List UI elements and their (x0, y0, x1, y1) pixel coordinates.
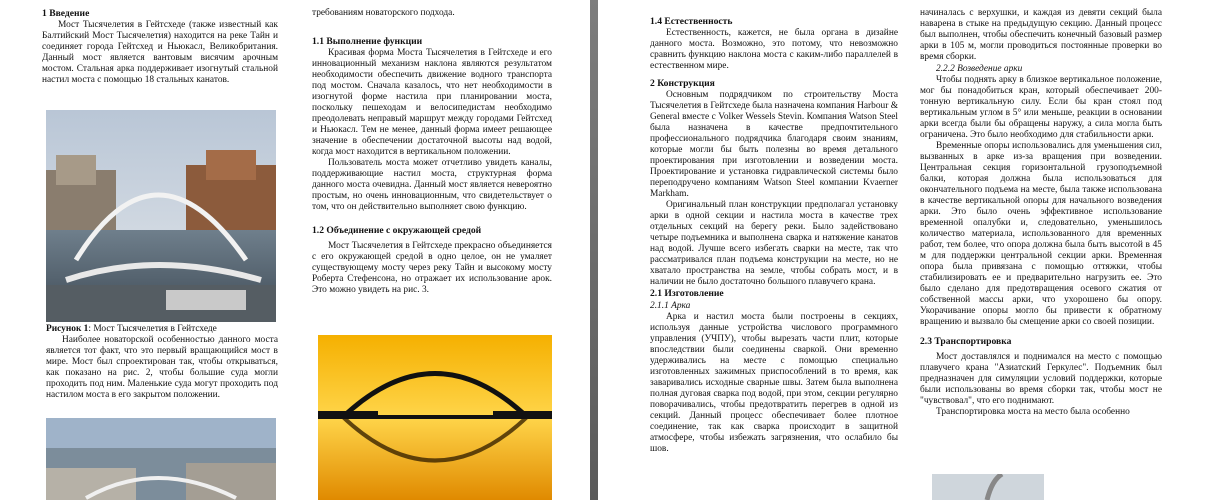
paragraph-erection-2: Временные опоры использовались для уменьшения сил, вызванных в арке из-за вращения при возведении. Центральная секция горизонтальной грузоподъемной балки, которая должна была использоваться для окончательного подъема на месте, была также использована в качестве вертикальной опоры для начального возведения арки. Это было очень эффективное использование временной опалубки и, следовательно, уменьшилось количество материала, использованного для временных работ, тем более, что опора должна была быть высотой в 45 м для поддержки центральной секции арки. Временная опора была привязана с помощью оттяжки, чтобы стабилизировать ее и предварительно нагрузить ее. Это было сделано для предотвращения осевого сжатия от собственной массы арки, что ухорошено бы опору. Укорачивание опоры могло бы привести к обратному вращению и вызвало бы смещение арки со своей позиции. (920, 141, 1162, 327)
page-gutter (590, 0, 598, 500)
paragraph-transport-2: Транспортировка моста на место была особенно (936, 407, 1130, 417)
paragraph-naturalness: Естественность, кажется, не была органа в дизайне данного моста. Возможно, это потому, что невозможно сравнить функцию наклона моста с каким-либо параллелей в естественном мире. (650, 28, 898, 71)
paragraph-intro: Мост Тысячелетия в Гейтсхеде (также известный как Балтийский Мост Тысячелетия) находится на реке Тайн и соединяет города Гейтсхед и Ньюкасл, Великобритания. Данный мост является вантовым висячим арочным мостом. Стальная арка поддерживает изогнутый стальной настил моста с помощью 18 стальных канатов. (42, 20, 278, 85)
paragraph-environment: Мост Тысячелетия в Гейтсхеде прекрасно объединяется с его окружающей средой в одно целое, он не умаляет существующему мосту через реку Тайн и высокому мосту Роберта Стефенсона, но отражает их использование арок. Это можно увидеть на рис. 3. (312, 241, 552, 295)
paragraph-transport-1: Мост доставлялся и поднимался на место с помощью плавучего крана "Азиатский Геркулес". Подъемник был предназначен для симуляции условий поддержки, которые были использованы во время сборки так, чтобы мост не "чувствовал", что его поднимают. (920, 352, 1162, 406)
heading-manufacturing: 2.1 Изготовление (650, 288, 724, 299)
paragraph-construction-1: Основным подрядчиком по строительству Моста Тысячелетия в Гейтсхеде была назначена компания Harbour & General вместе с Volker Wessels Stevin. Компания Watson Steel была назначена в качестве предпочтительного профессионального подрядчика благодаря своим знаниям, которые могли бы быть полезны во время детального проектирования при изготовлении и возведении моста. Проектирование и установка гидравлической системы было переподручено компаниям Watson Steel компании Kvaerner Markham. (650, 90, 898, 199)
paragraph-erection-1: Чтобы поднять арку в близкое вертикальное положение, мог бы понадобиться кран, который обеспечивает 200-тонную вертикальную силу. Если бы кран стоял под вертикальным углом в 5° или меньше, реакции в основании арки всегда были бы обращены наружу, а сила могла быть ограничена. Это было необходимо для стабильности арки. (920, 75, 1162, 140)
figure-1-caption-text: : Мост Тысячелетия в Гейтсхеде (88, 324, 217, 334)
figure-3-photo (318, 335, 552, 500)
figure-4-photo (932, 474, 1044, 500)
figure-1-caption (46, 324, 278, 335)
figure-2-photo (46, 418, 276, 500)
heading-construction: 2 Конструкция (650, 78, 715, 89)
sunset-bridge-image (318, 335, 552, 500)
paragraph-construction-2: Оригинальный план конструкции предполагал установку арки в одной секции и настила моста в качестве трех отдельных секций на берегу реки. Было задействовано четыре подъемника и выполнена сварка и натяжение канатов над водой. Лучше всего избегать сварки на месте, так что рассматривался план подъема конструкции на месте, но не хватало пространства на земле, чтобы собрать мост, и в наличии не было достаточно большого плавучего крана. (650, 200, 898, 287)
figure-1-photo (46, 110, 276, 322)
crane-photo-image (932, 474, 1044, 500)
paragraph-arch: Арка и настил моста были построены в секциях, используя данные устройства числового программного управления (УЧПУ), чтобы вырезать части плит, которые впоследствии были соединены сваркой. Они временно удерживались на месте с помощью специально изготовленных зажимных приспособлений в то время, как заваривались исходные сварные швы. Затем была выполнена полная дуговая сварка под водой, при этом, секции регулярно поворачивались, чтобы предотвратить перегрев в одной из секций. Данный процесс обеспечивает более плотное соединение, так как сварка происходит в защитной атмосфере, чтобы избежать загрязнения, что ослабило бы шов. (650, 312, 898, 454)
heading-naturalness: 1.4 Естественность (650, 16, 733, 27)
left-column-2 (312, 8, 552, 296)
heading-environment: 1.2 Объединение с окружающей средой (312, 225, 482, 236)
heading-introduction: 1 Введение (42, 8, 90, 19)
heading-transport: 2.3 Транспортировка (920, 336, 1012, 347)
paragraph-rotation: Наиболее новаторской особенностью данного моста является тот факт, что это первый вращающийся мост в мире. Мост был спроектирован так, чтобы открываться, как показано на рис. 2, чтобы большие суда могли проходить под ним. Маленькие суда могут проходить под настилом моста в его закрытом положении. (46, 335, 278, 400)
left-column-1 (42, 8, 278, 86)
left-column-1-lower (46, 324, 278, 401)
heading-arch: 2.1.1 Арка (650, 301, 691, 311)
document-page-left (0, 0, 590, 500)
figure-1-label: Рисунок 1 (46, 324, 89, 334)
right-column-2 (920, 8, 1162, 418)
paragraph-function-2: Пользователь моста может отчетливо увидеть каналы, поддерживающие настил моста, структурная форма данного моста очевидна. Данный мост является невероятно простым, но очень инновационным, что свидетельствует о том, что он действительно выполняет свою функцию. (312, 158, 552, 212)
bridge-photo-image (46, 110, 276, 322)
heading-function: 1.1 Выполнение функции (312, 36, 423, 47)
right-column-1 (650, 16, 898, 455)
paragraph-function-1: Красивая форма Моста Тысячелетия в Гейтсхеде и его инновационный механизм наклона являются результатом необходимости обеспечить движение водного транспорта под мостом. Сначала казалось, что нет необходимости в изогнутой форме настила при планировании моста, поскольку пешеходам и велосипедистам необходимо преодолевать неправый маршрут между городами Гейтсхед и Ньюкасл. Тем не менее, данный форма имеет решающее значение в обеспечении достаточной высоты над водой, когда мост находится в вертикальном положении. (312, 48, 552, 157)
bridge-aerial-image (46, 418, 276, 500)
paragraph-continued: требованиям новаторского подхода. (312, 8, 455, 18)
document-page-right (598, 0, 1207, 500)
paragraph-arch-continued: начиналась с верхушки, и каждая из девяти секций была наварена в стыке на предыдущую секцию. Данный процесс был выполнен, чтобы обеспечить конечный базовый размер арки в 105 м, могли проводиться постоянные проверки во время сборки. (920, 8, 1162, 62)
heading-arch-erection: 2.2.2 Возведение арки (936, 64, 1023, 74)
